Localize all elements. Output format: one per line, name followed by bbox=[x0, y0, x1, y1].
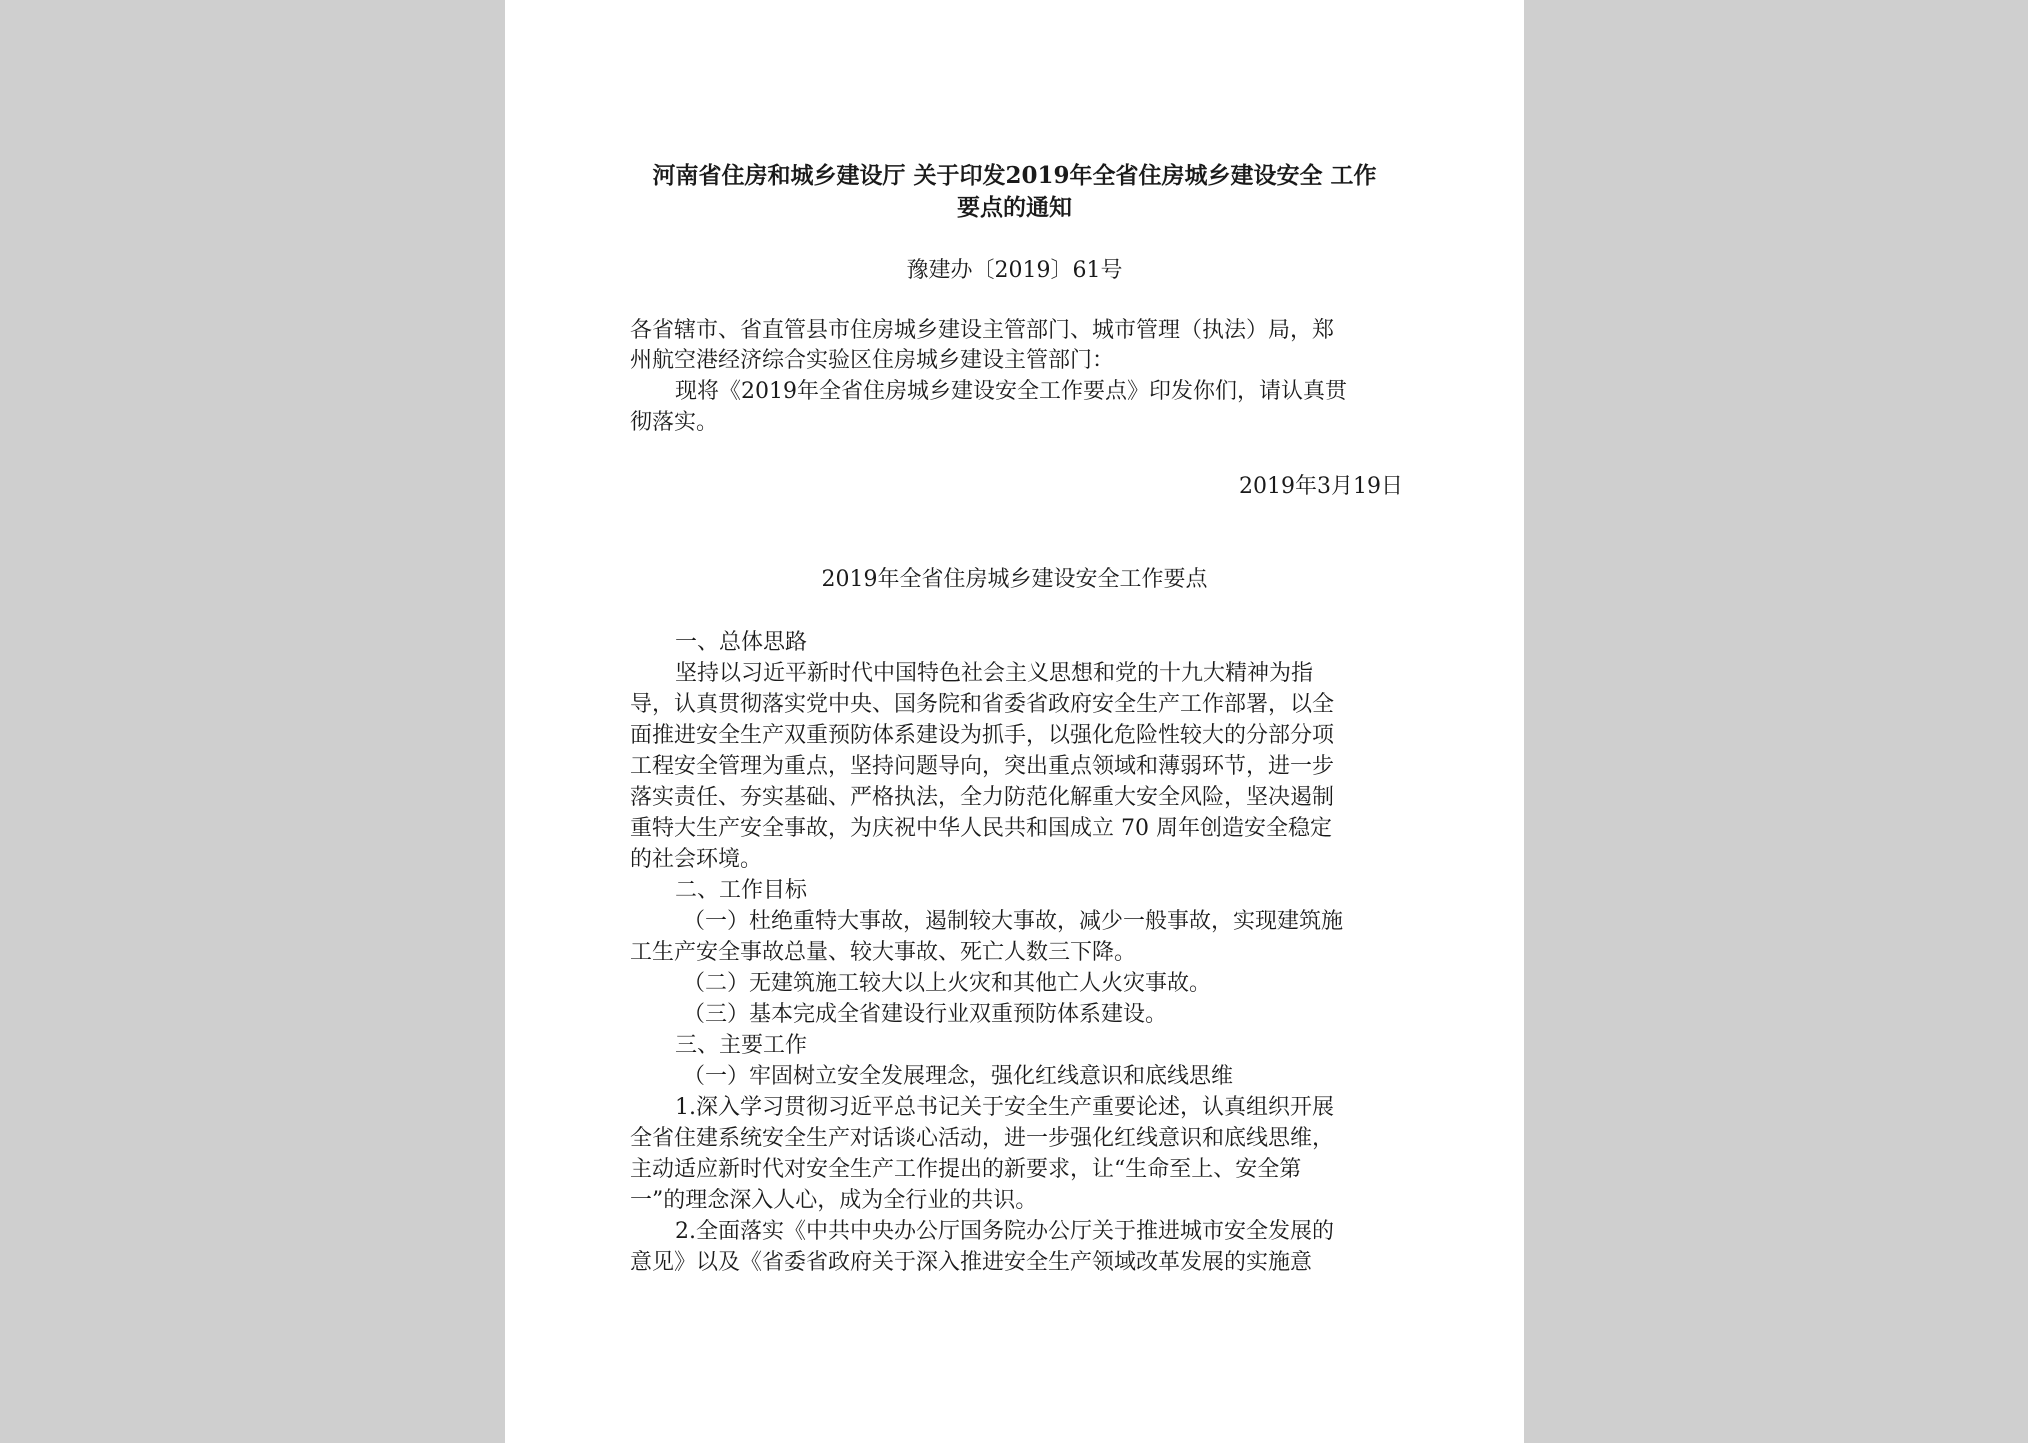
attachment-title: 2019年全省住房城乡建设安全工作要点 bbox=[821, 567, 1208, 592]
recipient-line-2: 州航空港经济综合实验区住房城乡建设主管部门： bbox=[630, 348, 1115, 373]
body-line: （一）杜绝重特大事故，遏制较大事故，减少一般事故，实现建筑施 bbox=[683, 909, 1344, 934]
body-line: 落实责任、夯实基础、严格执法，全力防范化解重大安全风险，坚决遏制 bbox=[630, 785, 1335, 810]
section-heading: 二、工作目标 bbox=[675, 878, 808, 903]
notice-line-1: 现将《2019年全省住房城乡建设安全工作要点》印发你们，请认真贯 bbox=[675, 379, 1347, 404]
issue-date: 2019年3月19日 bbox=[1239, 474, 1403, 499]
body-line: 主动适应新时代对安全生产工作提出的新要求，让“生命至上、安全第 bbox=[630, 1157, 1302, 1182]
document-number: 豫建办〔2019〕61号 bbox=[906, 258, 1123, 283]
document-title-line-1: 河南省住房和城乡建设厅 关于印发2019年全省住房城乡建设安全 工作 bbox=[652, 162, 1377, 189]
body-line: 坚持以习近平新时代中国特色社会主义思想和党的十九大精神为指 bbox=[675, 661, 1314, 686]
document-page bbox=[505, 0, 1524, 1443]
body-line: （三）基本完成全省建设行业双重预防体系建设。 bbox=[683, 1002, 1168, 1027]
subsection-heading: （一）牢固树立安全发展理念，强化红线意识和底线思维 bbox=[683, 1064, 1234, 1089]
body-line: 重特大生产安全事故，为庆祝中华人民共和国成立 70 周年创造安全稳定 bbox=[630, 816, 1332, 841]
body-line: 面推进安全生产双重预防体系建设为抓手，以强化危险性较大的分部分项 bbox=[630, 723, 1335, 748]
recipient-line-1: 各省辖市、省直管县市住房城乡建设主管部门、城市管理（执法）局，郑 bbox=[630, 318, 1335, 343]
body-line: （二）无建筑施工较大以上火灾和其他亡人火灾事故。 bbox=[683, 971, 1212, 996]
body-line: 2.全面落实《中共中央办公厅国务院办公厅关于推进城市安全发展的 bbox=[675, 1219, 1334, 1244]
body-line: 一”的理念深入人心，成为全行业的共识。 bbox=[630, 1188, 1038, 1213]
body-line: 工生产安全事故总量、较大事故、死亡人数三下降。 bbox=[630, 940, 1137, 965]
section-heading: 一、总体思路 bbox=[675, 630, 808, 655]
body-line: 意见》以及《省委省政府关于深入推进安全生产领域改革发展的实施意 bbox=[630, 1250, 1313, 1275]
notice-line-2: 彻落实。 bbox=[630, 410, 719, 435]
document-title-line-2: 要点的通知 bbox=[957, 194, 1072, 221]
body-line: 1.深入学习贯彻习近平总书记关于安全生产重要论述，认真组织开展 bbox=[675, 1095, 1334, 1120]
section-heading: 三、主要工作 bbox=[675, 1033, 808, 1058]
body-line: 工程安全管理为重点，坚持问题导向，突出重点领域和薄弱环节，进一步 bbox=[630, 754, 1335, 779]
body-line: 的社会环境。 bbox=[630, 847, 763, 872]
body-line: 导，认真贯彻落实党中央、国务院和省委省政府安全生产工作部署，以全 bbox=[630, 692, 1335, 717]
body-line: 全省住建系统安全生产对话谈心活动，进一步强化红线意识和底线思维， bbox=[630, 1126, 1335, 1151]
